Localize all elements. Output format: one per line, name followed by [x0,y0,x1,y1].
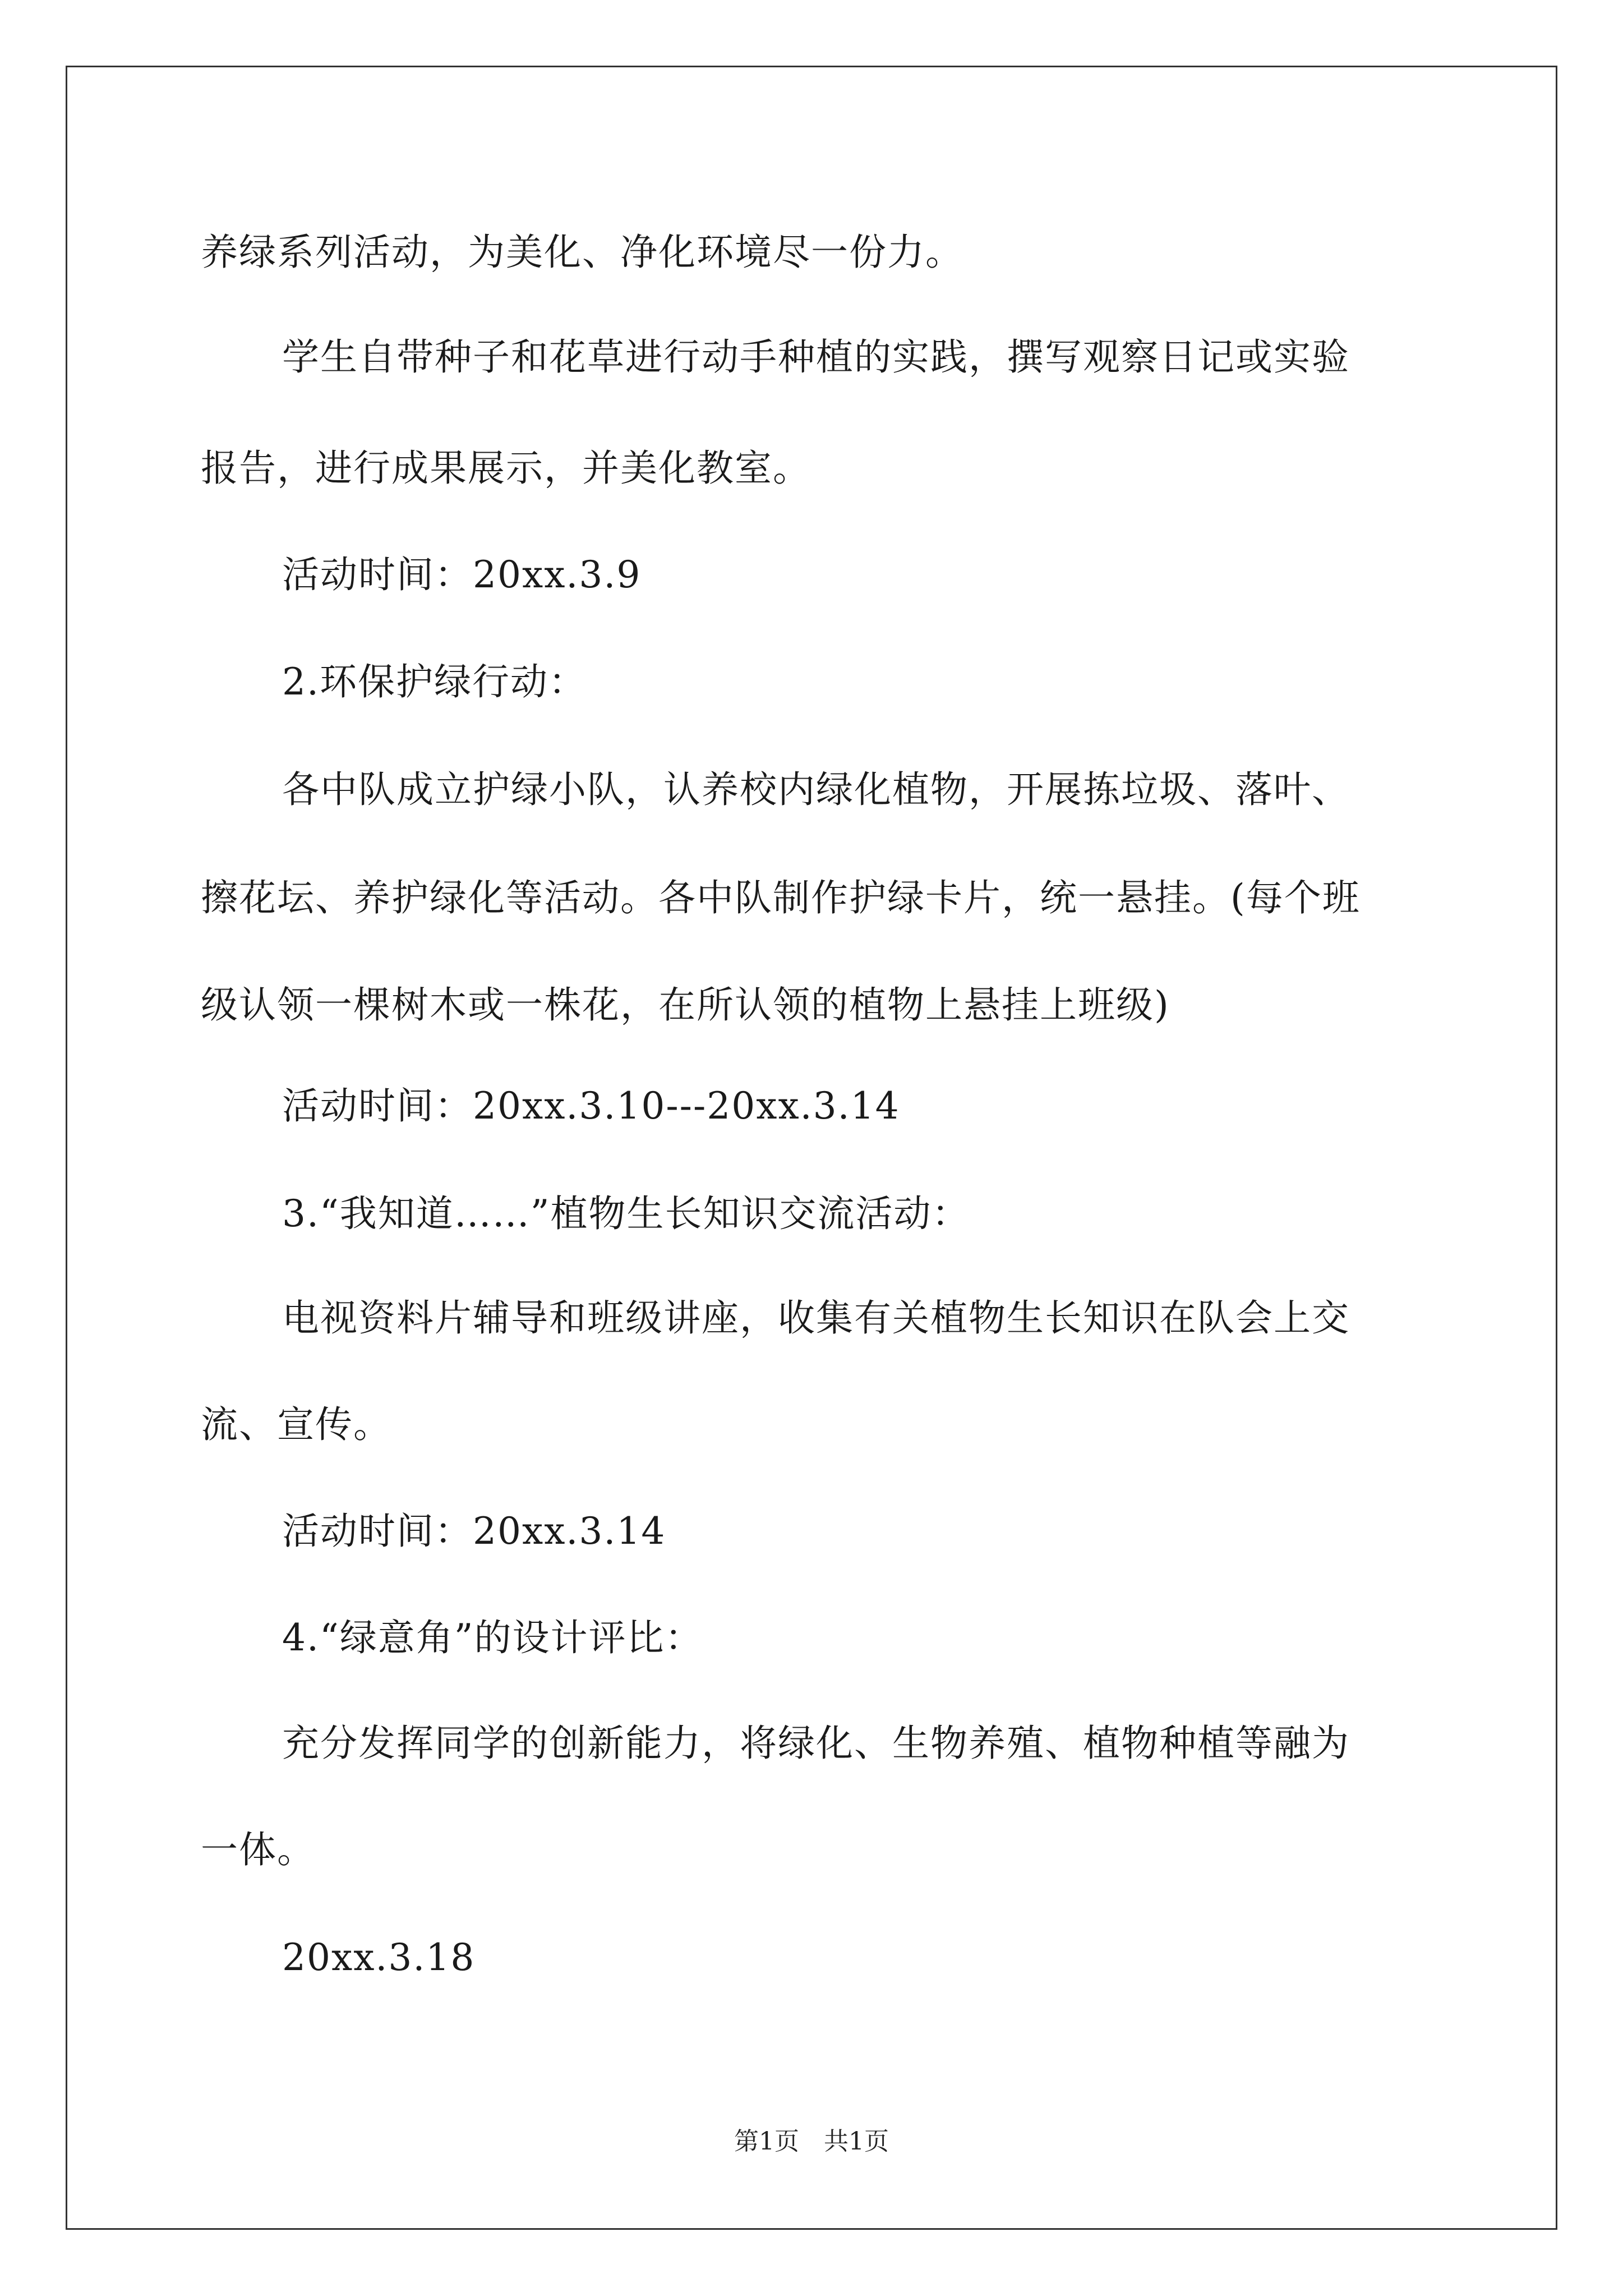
text-line: 充分发挥同学的创新能力，将绿化、生物养殖、植物种植等融为 [282,1722,1350,1765]
section-heading: 2.环保护绿行动： [282,660,587,703]
text-line: 活动时间：20xx.3.10---20xx.3.14 [282,1084,900,1128]
section-heading: 4.“绿意角”的设计评比： [282,1616,703,1659]
text-line: 报告，进行成果展示，并美化教室。 [201,447,811,490]
text-line: 流、宣传。 [201,1403,391,1446]
page-border [66,66,1557,2230]
text-line: 20xx.3.18 [282,1936,476,1979]
text-line: 擦花坛、养护绿化等活动。各中队制作护绿卡片，统一悬挂。(每个班 [201,876,1361,919]
text-line: 电视资料片辅导和班级讲座，收集有关植物生长知识在队会上交 [282,1296,1350,1340]
text-line: 学生自带种子和花草进行动手种植的实践，撰写观察日记或实验 [282,335,1350,379]
text-line: 一体。 [201,1828,315,1871]
text-line: 养绿系列活动，为美化、净化环境尽一份力。 [201,231,963,274]
page-number: 第1页 共1页 [734,2127,889,2156]
text-line: 活动时间：20xx.3.14 [282,1510,666,1553]
text-line: 级认领一棵树木或一株花，在所认领的植物上悬挂上班级) [201,983,1170,1027]
text-line: 活动时间：20xx.3.9 [282,553,642,596]
section-heading: 3.“我知道……”植物生长知识交流活动： [282,1192,970,1235]
text-line: 各中队成立护绿小队，认养校内绿化植物，开展拣垃圾、落叶、 [282,768,1350,811]
